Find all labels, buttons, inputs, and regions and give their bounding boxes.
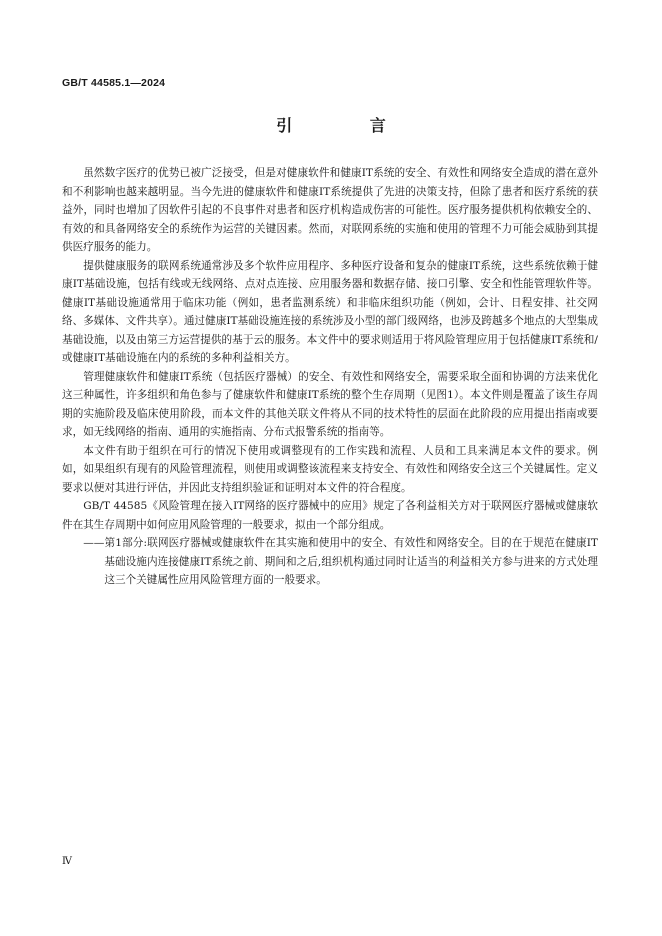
list-item: ——第1部分:联网医疗器械或健康软件在其实施和使用中的安全、有效性和网络安全。目的在于规范在健康IT基础设施内连接健康IT系统之前、期间和之后,组织机构通过同时让适当的利益相关方参与进来的方式处理这三个关键属性应用风险管理方面的一般要求。 [83,537,598,586]
page-number: Ⅳ [62,856,72,867]
document-body [62,164,598,590]
paragraph: GB/T 44585《风险管理在接入IT网络的医疗器械中的应用》规定了各利益相关方对于联网医疗器械或健康软件在其生存周期中如何应用风险管理的一般要求，拟由一个部分组成。 [62,500,598,531]
page-title: 引 言 [276,116,422,135]
paragraph: 虽然数字医疗的优势已被广泛接受，但是对健康软件和健康IT系统的安全、有效性和网络安全造成的潜在意外和不利影响也越来越明显。当今先进的健康软件和健康IT系统提供了先进的决策支持，但除了患者和医疗系统的获益外，同时也增加了因软件引起的不良事件对患者和医疗机构造成伤害的可能性。医疗服务提供机构依赖安全的、有效的和具备网络安全的系统作为运营的关键因素。然而，对联网系统的实施和使用的管理不力可能会威胁到其提供医疗服务的能力。 [62,167,598,253]
paragraph: 本文件有助于组织在可行的情况下使用或调整现有的工作实践和流程、人员和工具来满足本文件的要求。例如，如果组织有现有的风险管理流程，则使用或调整该流程来支持安全、有效性和网络安全这三个关键属性。定义要求以便对其进行评估，并因此支持组织验证和证明对本文件的符合程度。 [62,444,598,494]
standard-code: GB/T 44585.1—2024 [62,77,166,89]
paragraph: 管理健康软件和健康IT系统（包括医疗器械）的安全、有效性和网络安全，需要采取全面和协调的方法来优化这三种属性，许多组织和角色参与了健康软件和健康IT系统的整个生存周期（见图1）。本文件则是覆盖了该生存周期的实施阶段及临床使用阶段，而本文件的其他关联文件将从不同的技术特性的层面在此阶段的应用提出指南或要求，如无线网络的指南、通用的实施指南、分布式报警系统的指南等。 [62,370,598,438]
paragraph: 提供健康服务的联网系统通常涉及多个软件应用程序、多种医疗设备和复杂的健康IT系统，这些系统依赖于健康IT基础设施，包括有线或无线网络、点对点连接、应用服务器和数据存储、接口引擎、安全和性能管理软件等。健康IT基础设施通常用于临床功能（例如，患者监测系统）和非临床组织功能（例如，会计、日程安排、社交网络、多媒体、文件共享）。通过健康IT基础设施连接的系统涉及小型的部门级网络，也涉及跨越多个地点的大型集成基础设施，以及由第三方运营提供的基于云的服务。本文件中的要求则适用于将风险管理应用于包括健康IT系统和/或健康IT基础设施在内的系统的多种利益相关方。 [62,259,598,364]
